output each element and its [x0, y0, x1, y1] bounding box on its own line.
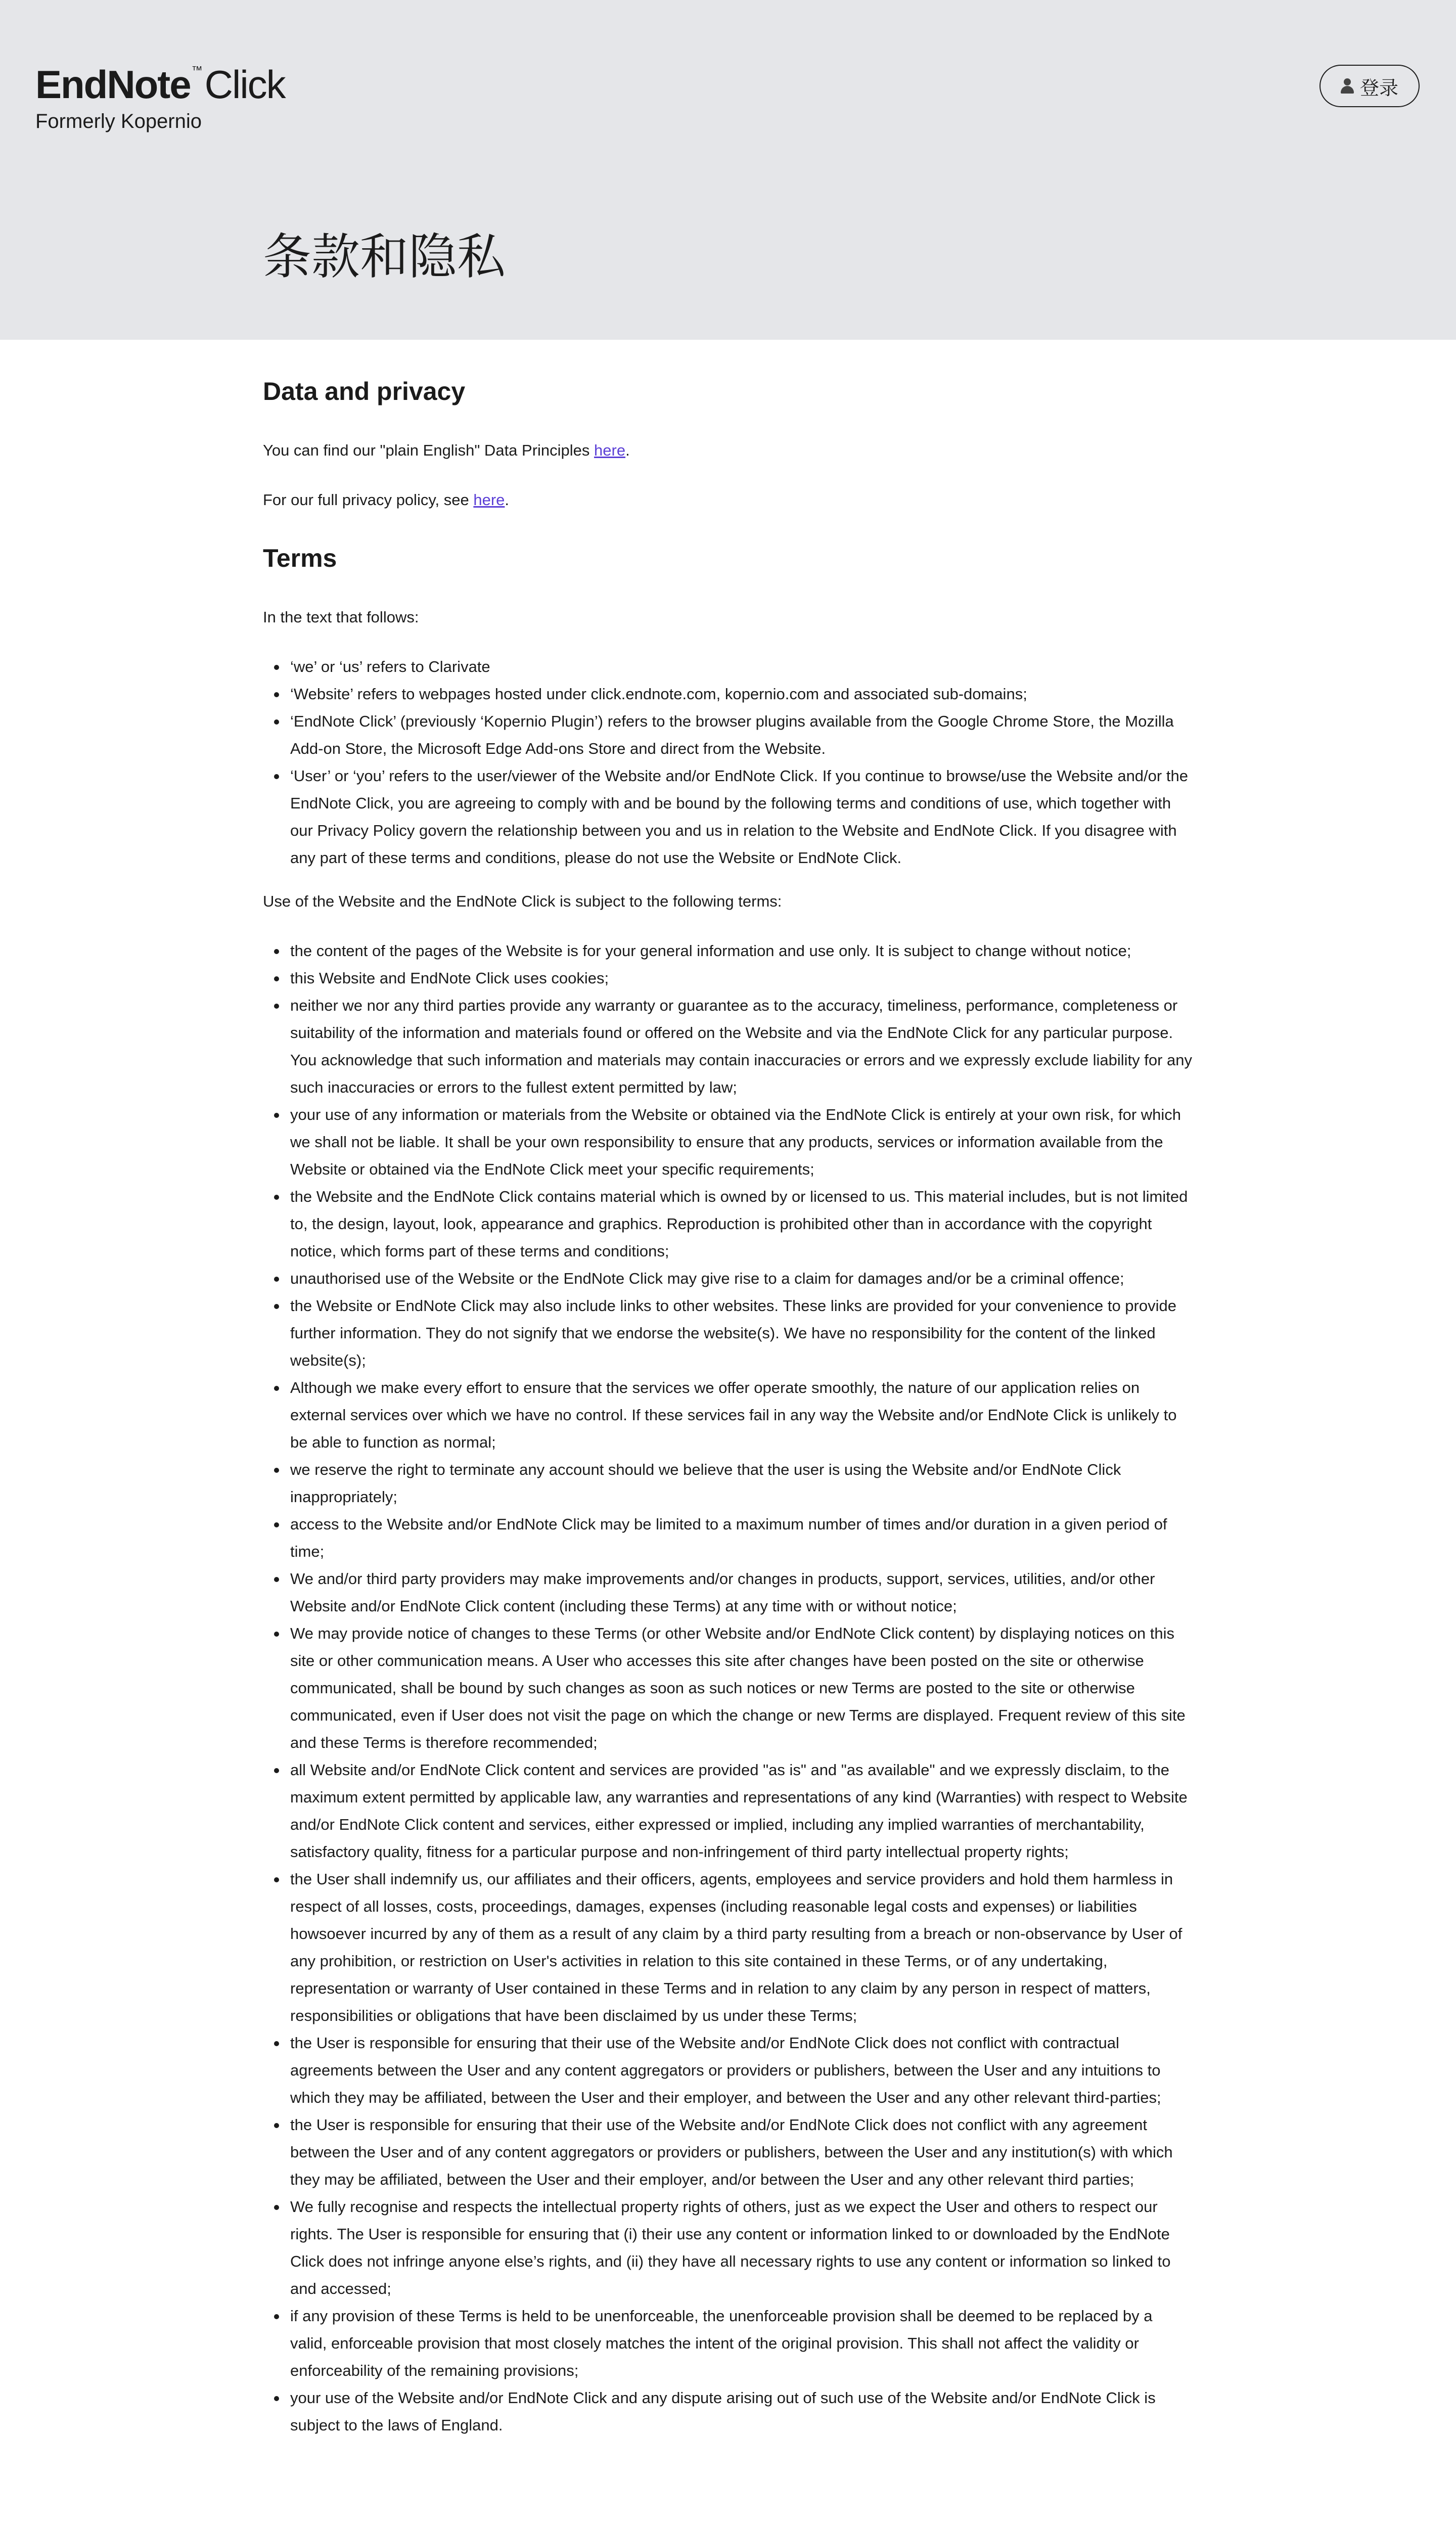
definition-item: ‘Website’ refers to webpages hosted under click.endnote.com, kopernio.com and associated sub-domains;	[263, 681, 1193, 708]
terms-item: the content of the pages of the Website is for your general information and use only. It is subject to change without notice;	[263, 937, 1193, 965]
logo-brand: EndNote	[35, 62, 191, 107]
logo-wordmark	[35, 50, 285, 105]
terms-item: the Website and the EndNote Click contains material which is owned by or licensed to us. This material includes, but is not limited to, the design, layout, look, appearance and graphics. Reproduction is prohibited other than in accordance with the copyright notice, which forms part of these terms and conditions;	[263, 1183, 1193, 1265]
definition-item: ‘EndNote Click’ (previously ‘Kopernio Plugin’) refers to the browser plugins available from the Google Chrome Store, the Mozilla Add-on Store, the Microsoft Edge Add-ons Store and direct from the Website.	[263, 708, 1193, 762]
terms-item: We and/or third party providers may make improvements and/or changes in products, support, services, utilities, and/or other Website and/or EndNote Click content (including these Terms) at any time with or without notice;	[263, 1565, 1193, 1620]
privacy-policy-link[interactable]: here	[473, 491, 505, 509]
terms-item: the User is responsible for ensuring that their use of the Website and/or EndNote Click does not conflict with contractual agreements between the User and any content aggregators or providers or publishers, between the User and any intuitions to which they may be affiliated, between the User and their employer, and between the User and any other relevant third-parties;	[263, 2029, 1193, 2111]
terms-list	[263, 937, 1193, 2439]
definition-item: ‘User’ or ‘you’ refers to the user/viewer of the Website and/or EndNote Click. If you continue to browse/use the Website and/or the EndNote Click, you are agreeing to comply with and be bound by the following terms and conditions of use, which together with our Privacy Policy govern the relationship between you and us in relation to the Website and EndNote Click. If you disagree with any part of these terms and conditions, please do not use the Website or EndNote Click.	[263, 762, 1193, 872]
terms-item: access to the Website and/or EndNote Click may be limited to a maximum number of times and/or duration in a given period of time;	[263, 1511, 1193, 1565]
terms-item: Although we make every effort to ensure that the services we offer operate smoothly, the nature of our application relies on external services over which we have no control. If these services fail in any way the Website and/or EndNote Click is unlikely to be able to function as normal;	[263, 1374, 1193, 1456]
data-principles-text: You can find our "plain English" Data Principles here.	[263, 441, 630, 459]
terms-item: We may provide notice of changes to these Terms (or other Website and/or EndNote Click content) by displaying notices on this site or other communication means. A User who accesses this site after changes have been posted on the site or otherwise communicated, shall be bound by such changes as soon as such notices or new Terms are posted to the site or otherwise communicated, even if User does not visit the page on which the change or new Terms are displayed. Frequent review of this site and these Terms is therefore recommended;	[263, 1620, 1193, 1756]
terms-item: neither we nor any third parties provide any warranty or guarantee as to the accuracy, timeliness, performance, completeness or suitability of the information and materials found or offered on the Website and via the EndNote Click for any particular purpose. You acknowledge that such information and materials may contain inaccuracies or errors and we expressly exclude liability for any such inaccuracies or errors to the fullest extent permitted by law;	[263, 992, 1193, 1101]
login-button[interactable]	[1320, 65, 1420, 107]
logo-product: Click	[204, 62, 285, 107]
terms-item: your use of the Website and/or EndNote Click and any dispute arising out of such use of the Website and/or EndNote Click is subject to the laws of England.	[263, 2384, 1193, 2439]
page-header	[0, 0, 1456, 340]
data-privacy-heading: Data and privacy	[263, 377, 466, 405]
data-principles-link[interactable]: here	[594, 441, 626, 459]
logo-trademark: ™	[191, 64, 203, 76]
endnote-click-logo[interactable]	[35, 50, 285, 133]
terms-item: the User is responsible for ensuring that their use of the Website and/or EndNote Click does not conflict with any agreement between the User and of any content aggregators or providers or publishers, between the User and any institution(s) with which they may be affiliated, between the User and their employer, and/or between the User and any other relevant third parties;	[263, 2111, 1193, 2193]
terms-heading: Terms	[263, 544, 337, 572]
terms-item: the User shall indemnify us, our affiliates and their officers, agents, employees and service providers and hold them harmless in respect of all losses, costs, proceedings, damages, expenses (including reasonable legal costs and expenses) or liabilities howsoever incurred by any of them as a result of any claim by a third party resulting from a breach or non-observance by User of any prohibition, or restriction on User's activities in relation to this site contained in these Terms, or of any undertaking, representation or warranty of User contained in these Terms and in relation to any claim by any person in respect of matters, responsibilities or obligations that have been disclaimed by us under these Terms;	[263, 1866, 1193, 2029]
terms-content	[263, 375, 1193, 2439]
terms-item: all Website and/or EndNote Click content and services are provided "as is" and "as available" and we expressly disclaim, to the maximum extent permitted by applicable law, any warranties and representations of any kind (Warranties) with respect to Website and/or EndNote Click content and services, either expressed or implied, including any implied warranties of merchantability, satisfactory quality, fitness for a particular purpose and non-infringement of third party intellectual property rights;	[263, 1756, 1193, 1866]
definition-item: ‘we’ or ‘us’ refers to Clarivate	[263, 653, 1193, 681]
terms-item: we reserve the right to terminate any account should we believe that the user is using the Website and/or EndNote Click inappropriately;	[263, 1456, 1193, 1511]
terms-item: the Website or EndNote Click may also include links to other websites. These links are provided for your convenience to provide further information. They do not signify that we endorse the website(s). We have no responsibility for the content of the linked website(s);	[263, 1292, 1193, 1374]
logo-subtitle: Formerly Kopernio	[35, 110, 202, 132]
terms-item: this Website and EndNote Click uses cookies;	[263, 965, 1193, 992]
definitions-list	[263, 653, 1193, 872]
privacy-policy-text: For our full privacy policy, see here.	[263, 491, 510, 509]
terms-item: if any provision of these Terms is held to be unenforceable, the unenforceable provision shall be deemed to be replaced by a valid, enforceable provision that most closely matches the intent of the original provision. This shall not affect the validity or enforceability of the remaining provisions;	[263, 2303, 1193, 2384]
login-label: 登录	[1359, 77, 1398, 99]
page-title: 条款和隐私	[263, 229, 506, 285]
terms-item: your use of any information or materials from the Website or obtained via the EndNote Click is entirely at your own risk, for which we shall not be liable. It shall be your own responsibility to ensure that any products, services or information available from the Website or obtained via the EndNote Click meet your specific requirements;	[263, 1101, 1193, 1183]
user-icon	[1341, 78, 1354, 94]
terms-item: We fully recognise and respects the intellectual property rights of others, just as we expect the User and others to respect our rights. The User is responsible for ensuring that (i) their use any content or information linked to or downloaded by the EndNote Click does not infringe anyone else’s rights, and (ii) they have all necessary rights to use any content or information so linked to and accessed;	[263, 2193, 1193, 2303]
terms-item: unauthorised use of the Website or the EndNote Click may give rise to a claim for damages and/or be a criminal offence;	[263, 1265, 1193, 1292]
use-intro: Use of the Website and the EndNote Click is subject to the following terms:	[263, 892, 782, 910]
terms-intro: In the text that follows:	[263, 608, 419, 626]
